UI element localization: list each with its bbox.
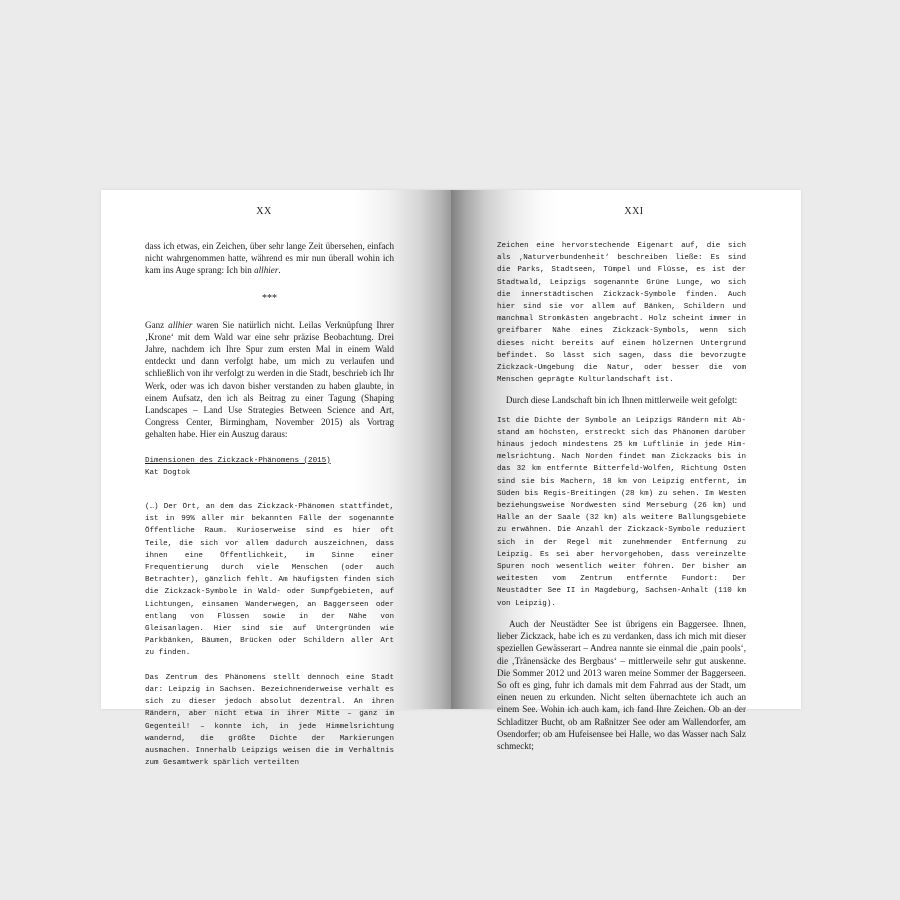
- opening-paragraph: [145, 240, 394, 277]
- excerpt-author: Kat Dogtok: [145, 468, 191, 477]
- para2-italic: allhier: [168, 319, 193, 330]
- excerpt-paragraph-1: (…) Der Ort, an dem das Zickzack-Phänomen stattfindet, ist in 99% aller mir bekannten Fälle der sogenannte Öffentliche Raum. Kurioserweise sind es hier oft Teile, die sich vor allem dadurch auszeichnen, dass ihnen eine Öffentlichkeit, im Sinne einer Frequentierung durch viele Menschen (oder auch Betrachter), gänzlich fehlt. Am häufigsten finden sich die Zickzack-Symbole in Wald- oder Sumpfgebieten, auf Lichtungen, einsamen Wanderwegen, an Baggerseen oder entlang von Flüssen sowie in der Nähe von Gleisanlagen. Hier sind sie auf Untergründen wie Parkbänken, Bäumen, Brücken oder Schildern aller Art zu finden.: [145, 503, 394, 658]
- excerpt-paragraph-2: Das Zentrum des Phänomens stellt dennoch eine Stadt dar: Leipzig in Sachsen. Bezeichnenderweise verhält es sich zu dieser jedoch absolut dezentral. An ihren Rändern, aber nicht etwa in ihrer Mitte – ganz im Gegenteil! – konnte ich, in jede Himmelsrichtung wandernd, die größte Dichte der Markierungen ausmachen. Innerhalb Leipzigs weisen die im Verhältnis zum Gesamtwerk spärlich verteilten: [145, 673, 394, 768]
- right-text-column: [497, 240, 746, 752]
- letter-paragraph: [145, 319, 394, 441]
- opening-text: dass ich etwas, ein Zeichen, über sehr lange Zeit übersehen, einfach nicht wahrgenommen hatte, während es mir nun überall wohin ich kam ins Auge sprang: Ich bin: [145, 241, 394, 276]
- para2-rest: waren Sie natürlich nicht. Leilas Verknüpfung Ihrer ‚Krone‘ mit dem Wald war eine sehr präzise Beobachtung. Drei Jahre, nachdem ich Ihre Spur zum ersten Mal in einem Wald entdeckt und dann verfolgt habe, um mich zu verlaufen und schließlich von ihr verfolgt zu werden in die Stadt, beschrieb ich Ihr Werk, oder was ich davon bisher verstanden zu haben glaubte, in einem Aufsatz, den ich als Beitrag zu einer Tagung (Shaping Landscapes – Land Use Strategies Between Science and Art, Congress Center, Birmingham, November 2015) als Vortrag gehalten habe. Hier ein Auszug daraus:: [145, 319, 394, 440]
- opening-end: .: [278, 265, 281, 276]
- left-text-column: [145, 240, 394, 769]
- excerpt-paragraph-3: Ist die Dichte der Symbole an Leipzigs Rändern mit Abstand am höchsten, erstreckt sich das Phänomen darüber hinaus jedoch mindestens 25 km Luftlinie in jede Himmelsrichtung. Nach Norden findet man Zickzacks bis in das 32 km entfernte Bitterfeld-Wolfen, Richtung Osten sind sie bis Machern, 18 km von Leipzig entfernt, im Süden bis Regis-Breitingen (28 km) zu sehen. Im Westen beziehungsweise Nordwesten sind Merseburg (26 km) und Halle an der Saale (32 km) als weitere Ballungsgebiete zu erwähnen. Die Anzahl der Zickzack-Symbole reduziert sich in der Regel mit zunehmender Entfernung zu Leipzig. Es sei aber hervorgehoben, dass vereinzelte Spuren noch wesentlich weiter führen. Der bisher am weitesten vom Zentrum entfernte Fundort: Der Neustädter See II in Magdeburg, Sachsen-Anhalt (110 km von Leipzig).: [497, 416, 746, 608]
- page-number-right: XXI: [624, 206, 644, 217]
- opening-italic: allhier: [254, 265, 279, 276]
- book-spread: [101, 190, 801, 768]
- transition-paragraph: Durch diese Landschaft bin ich Ihnen mittlerweile weit gefolgt:: [505, 395, 738, 406]
- right-page: [451, 190, 801, 751]
- section-break: ***: [262, 292, 277, 304]
- excerpt-title: Dimensionen des Zickzack-Phänomens (2015): [145, 456, 331, 465]
- para2-start: Ganz: [145, 319, 169, 330]
- page-number-left: XX: [256, 206, 272, 217]
- excerpt-continuation: Zeichen eine hervorstechende Eigenart auf, die sich als ‚Naturverbundenheit‘ beschreiben ließe: Es sind die Parks, Stadtseen, Tümpel und Flüsse, es ist der Stadtwald, Leipzigs sogenannte Grüne Lunge, wo sich die innerstädtischen Zickzack-Symbole finden. Auch hier sind sie vor allem auf Bänken, Schildern und manchmal Stromkästen angebracht. Holz scheint immer in greifbarer Nähe eines Zickzack-Symbols, wenn sich dieses nicht bereits auf einem hölzernen Untergrund befindet. So lässt sich sagen, dass die bevorzugte Zickzack-Umgebung die Natur, oder besser die vom Menschen geprägte Kulturlandschaft ist.: [497, 242, 746, 385]
- letter-paragraph-2: Auch der Neustädter See ist übrigens ein Baggersee. Ihnen, lieber Zickzack, habe ich es zu verdanken, dass ich mich mit dieser speziellen Gewässerart – Andrea nannte sie einmal die ‚pain pools‘, die ‚Tränensäcke des Bergbaus‘ – mittlerweile sehr gut auskenne. Die Sommer 2012 und 2013 waren meine Sommer der Baggerseen. So oft es ging, fuhr ich damals mit dem Fahrrad aus der Stadt, um einen neuen zu erkunden. Nicht selten übernachtete ich auch an einem See. Wohin ich auch kam, ich fand Ihre Zeichen. Ob an der Schladitzer Bucht, ob am Raßnitzer See oder am Wallendorfer, am Osendorfer; ob am Hufeisensee bei Halle, wo das Wasser nach Salz schmeckt;: [497, 618, 746, 751]
- left-page: [101, 190, 451, 768]
